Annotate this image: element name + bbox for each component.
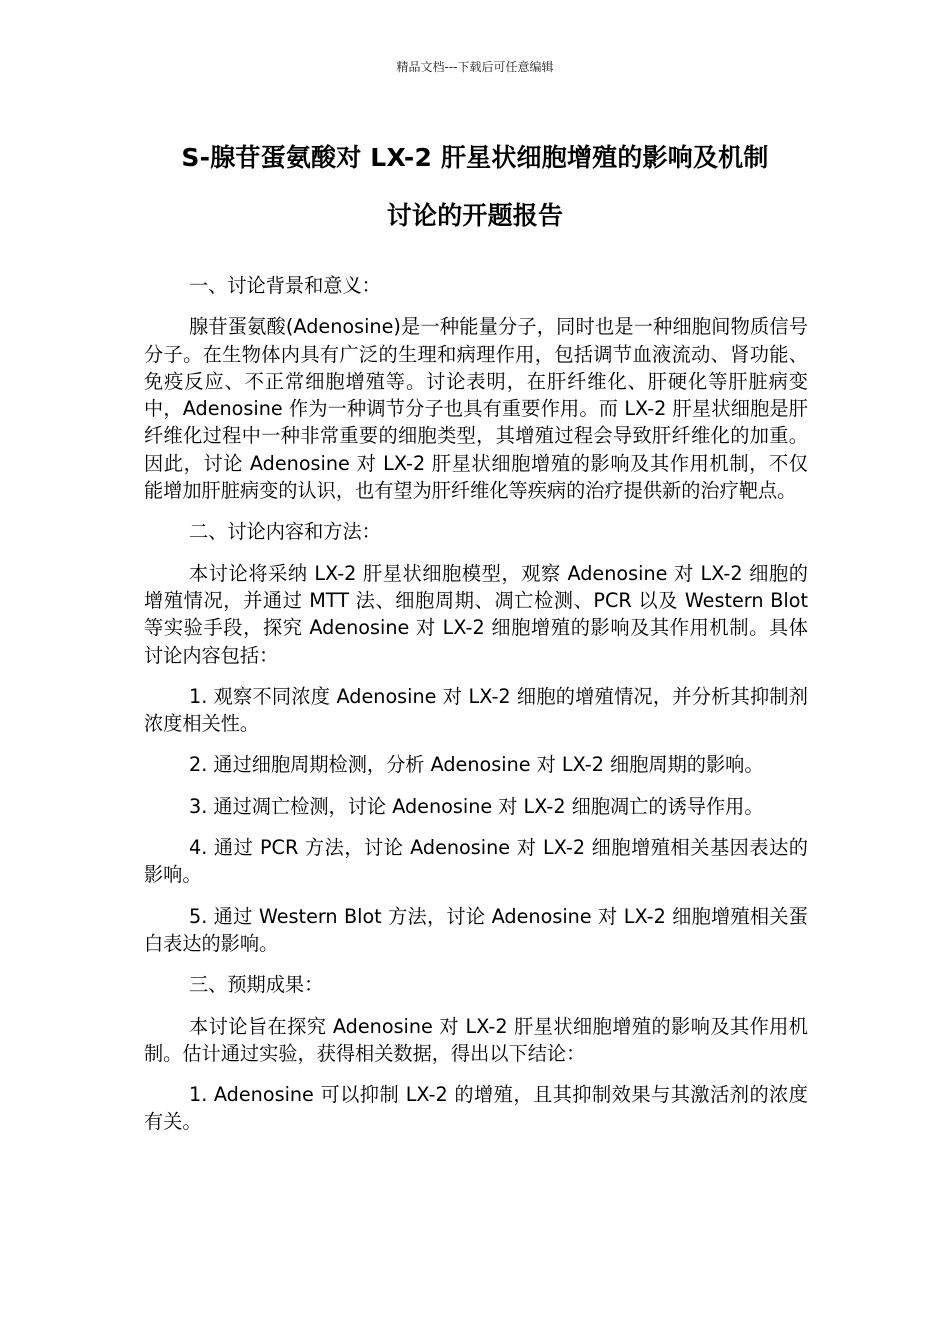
list-item-method-4: 4. 通过 PCR 方法，讨论 Adenosine 对 LX-2 细胞增殖相关基因表达的影响。 [144,836,808,887]
list-item-method-1: 1. 观察不同浓度 Adenosine 对 LX-2 细胞的增殖情况，并分析其抑制剂浓度相关性。 [144,684,808,736]
list-item-method-5: 5. 通过 Western Blot 方法，讨论 Adenosine 对 LX-2 细胞增殖相关蛋白表达的影响。 [144,904,808,955]
list-item-method-2: 2. 通过细胞周期检测，分析 Adenosine 对 LX-2 细胞周期的影响。 [189,753,764,777]
header-note: 精品文档---下载后可任意编辑 [396,60,554,74]
document-title-line-2: 讨论的开题报告 [386,201,564,230]
paragraph-methods: 本讨论将采纳 LX-2 肝星状细胞模型，观察 Adenosine 对 LX-2 细胞的增殖情况，并通过 MTT 法、细胞周期、凋亡检测、PCR 以及 Western Blot 等实验手段，探究 Adenosine 对 LX-2 细胞增殖的影响及其作用机制。具体讨论内容包括： [144,561,808,667]
paragraph-background: 腺苷蛋氨酸(Adenosine)是一种能量分子，同时也是一种细胞间物质信号分子。在生物体内具有广泛的生理和病理作用，包括调节血液流动、肾功能、免疫反应、不正常细胞增殖等。讨论表明，在肝纤维化、肝硬化等肝脏病变中，Adenosine 作为一种调节分子也具有重要作用。而 LX-2 肝星状细胞是肝纤维化过程中一种非常重要的细胞类型，其增殖过程会导致肝纤维化的加重。因此，讨论 Adenosine 对 LX-2 肝星状细胞增殖的影响及其作用机制，不仅能增加肝脏病变的认识，也有望为肝纤维化等疾病的治疗提供新的治疗靶点。 [144,315,808,503]
section-heading-background: 一、讨论背景和意义： [189,274,381,297]
section-heading-methods: 二、讨论内容和方法： [189,520,381,544]
list-item-method-3: 3. 通过凋亡检测，讨论 Adenosine 对 LX-2 细胞凋亡的诱导作用。 [189,794,764,818]
document-body [144,272,808,1150]
document-title-line-1: S-腺苷蛋氨酸对 LX-2 肝星状细胞增殖的影响及机制 [181,143,769,172]
paragraph-expected-results: 本讨论旨在探究 Adenosine 对 LX-2 肝星状细胞增殖的影响及其作用机制。估计通过实验，获得相关数据，得出以下结论： [144,1014,808,1065]
list-item-result-1: 1. Adenosine 可以抑制 LX-2 的增殖，且其抑制效果与其激活剂的浓度有关。 [144,1083,808,1134]
section-heading-expected-results: 三、预期成果： [189,973,324,997]
